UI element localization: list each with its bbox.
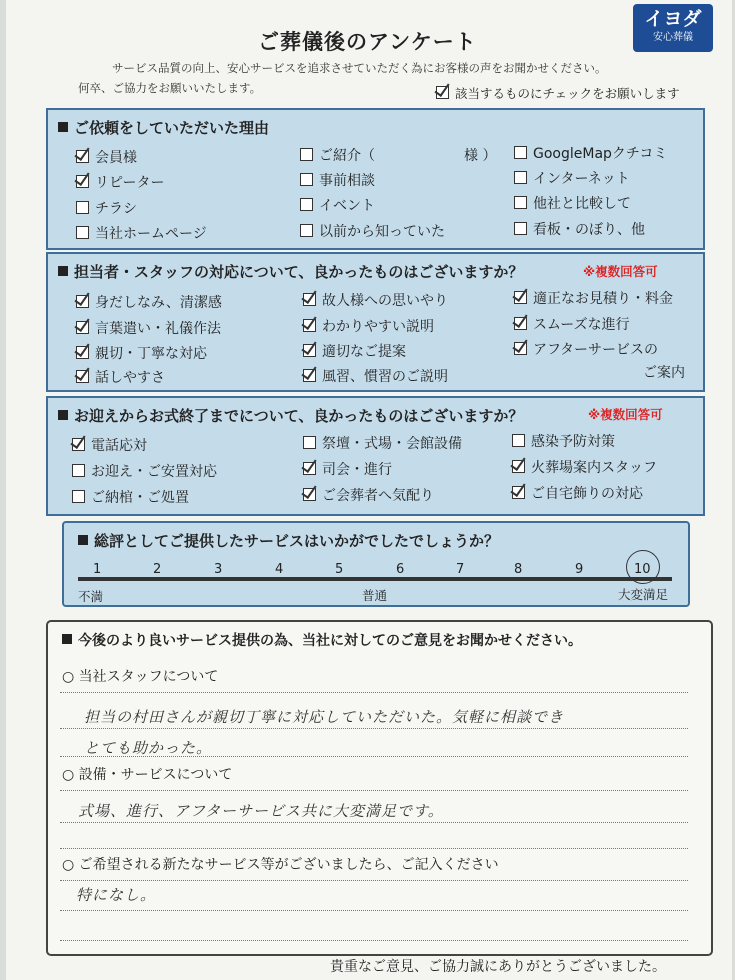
- option-compassion[interactable]: 故人様への思いやり: [303, 290, 448, 310]
- answer-line: [60, 728, 688, 729]
- answer-line: [60, 910, 688, 911]
- option-compare[interactable]: 他社と比較して: [514, 193, 631, 213]
- option-flyer[interactable]: チラシ: [76, 198, 137, 218]
- option-manners[interactable]: 言葉遣い・礼儀作法: [76, 318, 221, 338]
- intro-line-1: サービス品質の向上、安心サービスを追求させていただく為にお客様の声をお聞かせください。: [112, 61, 607, 75]
- footer-thanks: 貴重なご意見、ご協力誠にありがとうございました。: [330, 959, 666, 975]
- intro-line-2: 何卒、ご協力をお願いいたします。: [78, 81, 262, 95]
- option-internet[interactable]: インターネット: [514, 168, 630, 188]
- option-member[interactable]: 会員様: [76, 147, 137, 167]
- scale-6[interactable]: 6: [396, 562, 405, 577]
- option-appearance[interactable]: 身だしなみ、清潔感: [76, 292, 222, 312]
- option-referral[interactable]: ご紹介（: [300, 145, 375, 165]
- scale-1[interactable]: 1: [93, 562, 102, 577]
- option-facility[interactable]: 祭壇・式場・会館設備: [303, 433, 462, 453]
- scale-high-label: 大変満足: [618, 587, 669, 602]
- section-3-heading: お迎えからお式終了までについて、良かったものはございますか？: [58, 405, 523, 426]
- logo-name: イヨダ: [644, 8, 702, 30]
- option-clear-explanation[interactable]: わかりやすい説明: [303, 316, 434, 336]
- answer-facility-line-1[interactable]: 式場、進行、アフターサービス共に大変満足です。: [78, 802, 444, 820]
- multi-answer-note-2: ※複数回答可: [583, 264, 658, 279]
- scale-10[interactable]: 10: [634, 562, 651, 577]
- answer-line: [60, 848, 688, 849]
- answer-line: [60, 880, 688, 881]
- section-4-heading: 総評としてご提供したサービスはいかがでしたでしょうか？: [78, 530, 499, 551]
- option-known[interactable]: 以前から知っていた: [300, 221, 445, 241]
- option-smooth[interactable]: スムーズな進行: [514, 314, 630, 334]
- logo-tagline: 安心葬儀: [653, 32, 693, 43]
- option-crematorium[interactable]: 火葬場案内スタッフ: [512, 457, 657, 477]
- section-5-heading: 今後のより良いサービス提供の為、当社に対してのご意見をお聞かせください。: [62, 630, 582, 650]
- option-mc[interactable]: 司会・進行: [303, 459, 392, 479]
- option-consultation[interactable]: 事前相談: [300, 170, 375, 190]
- option-googlemap[interactable]: GoogleMapクチコミ: [514, 143, 667, 163]
- option-kindness[interactable]: 親切・丁寧な対応: [76, 343, 207, 363]
- option-sign[interactable]: 看板・のぼり、他: [514, 219, 645, 239]
- referral-suffix: 様 ）: [464, 148, 497, 164]
- option-approachable[interactable]: 話しやすさ: [76, 367, 165, 387]
- option-home-decoration[interactable]: ご自宅飾りの対応: [512, 483, 643, 503]
- option-pickup[interactable]: お迎え・ご安置対応: [72, 461, 217, 481]
- option-encoffining[interactable]: ご納棺・ご処置: [72, 487, 189, 507]
- scale-mid-label: 普通: [362, 588, 388, 603]
- section-1-heading: ご依頼をしていただいた理由: [58, 117, 269, 138]
- option-customs[interactable]: 風習、慣習のご説明: [303, 366, 448, 386]
- scale-7[interactable]: 7: [456, 562, 465, 577]
- answer-new-service-line-1[interactable]: 特になし。: [76, 886, 157, 904]
- answer-line: [60, 940, 688, 941]
- answer-staff-line-2[interactable]: とても助かった。: [84, 739, 213, 757]
- option-attendee-care[interactable]: ご会葬者へ気配り: [303, 485, 434, 505]
- answer-line: [60, 822, 688, 823]
- answer-line: [60, 756, 688, 757]
- question-staff: ○ 当社スタッフについて: [62, 669, 219, 685]
- scale-2[interactable]: 2: [153, 562, 162, 577]
- page-title: ご葬儀後のアンケート: [258, 30, 477, 54]
- multi-answer-note-3: ※複数回答可: [588, 407, 663, 422]
- option-phone[interactable]: 電話応対: [72, 435, 147, 455]
- question-new-service: ○ ご希望される新たなサービス等がございましたら、ご記入ください: [62, 857, 499, 873]
- option-homepage[interactable]: 当社ホームページ: [76, 223, 207, 243]
- scale-low-label: 不満: [78, 589, 104, 604]
- option-aftercare-continuation: ご案内: [643, 365, 685, 381]
- scale-5[interactable]: 5: [335, 562, 344, 577]
- option-infection[interactable]: 感染予防対策: [512, 431, 615, 451]
- option-repeater[interactable]: リピーター: [76, 172, 164, 192]
- scale-9[interactable]: 9: [575, 562, 584, 577]
- check-note-text: 該当するものにチェックをお願いします: [455, 86, 680, 101]
- answer-line: [60, 692, 688, 693]
- scale-4[interactable]: 4: [275, 562, 284, 577]
- question-facility: ○ 設備・サービスについて: [62, 767, 233, 783]
- section-2-heading: 担当者・スタッフの対応について、良かったものはございますか？: [58, 261, 523, 282]
- option-event[interactable]: イベント: [300, 195, 375, 215]
- company-logo: [633, 4, 713, 52]
- answer-staff-line-1[interactable]: 担当の村田さんが親切丁寧に対応していただいた。気軽に相談でき: [84, 708, 565, 726]
- option-proposal[interactable]: 適切なご提案: [303, 341, 406, 361]
- scale-8[interactable]: 8: [514, 562, 523, 577]
- scale-3[interactable]: 3: [214, 562, 223, 577]
- answer-line: [60, 790, 688, 791]
- option-aftercare[interactable]: アフターサービスの: [514, 339, 658, 359]
- checkbox-sample-icon: [436, 86, 449, 99]
- option-fair-price[interactable]: 適正なお見積り・料金: [514, 288, 673, 308]
- check-note: [436, 84, 680, 102]
- rating-scale-line: [78, 577, 672, 581]
